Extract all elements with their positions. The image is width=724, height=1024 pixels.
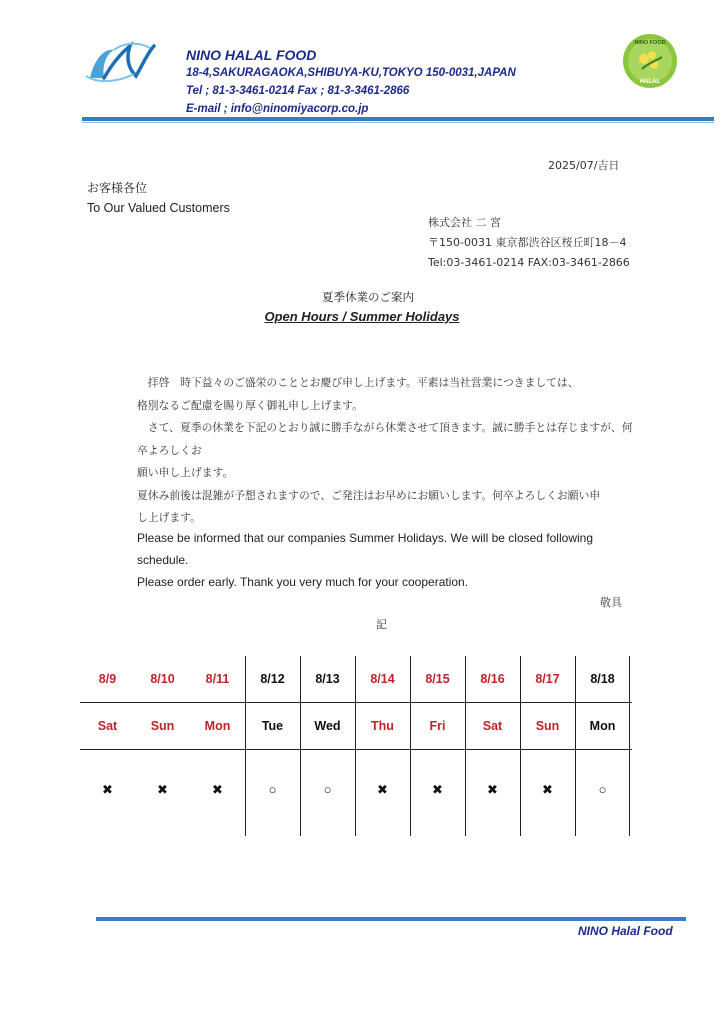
schedule-date: 8/17 bbox=[535, 672, 560, 686]
closed-mark-icon: ✖ bbox=[102, 782, 113, 797]
letterhead bbox=[186, 46, 516, 118]
schedule-weekday: Thu bbox=[371, 719, 394, 733]
open-mark-icon: ○ bbox=[323, 782, 332, 797]
schedule-date: 8/10 bbox=[150, 672, 175, 686]
recipient-en: To Our Valued Customers bbox=[87, 201, 230, 215]
closed-mark-icon: ✖ bbox=[212, 782, 223, 797]
table-column-divider bbox=[520, 656, 521, 836]
closed-mark-icon: ✖ bbox=[157, 782, 168, 797]
header-rule bbox=[82, 117, 714, 121]
schedule-weekday: Mon bbox=[589, 719, 616, 733]
closed-mark-icon: ✖ bbox=[377, 782, 388, 797]
closed-mark-icon: ✖ bbox=[487, 782, 498, 797]
table-column-divider bbox=[410, 656, 411, 836]
body-jp-line: 願い申し上げます。 bbox=[137, 466, 234, 479]
header-rule-thin bbox=[82, 122, 714, 123]
schedule-weekday: Mon bbox=[204, 719, 231, 733]
schedule-day-column bbox=[190, 656, 245, 836]
schedule-day-column bbox=[300, 656, 355, 836]
table-column-divider bbox=[629, 656, 630, 836]
open-mark-icon: ○ bbox=[268, 782, 277, 797]
schedule-date: 8/9 bbox=[98, 672, 117, 686]
body-en bbox=[137, 527, 637, 593]
schedule-weekday: Sat bbox=[97, 719, 118, 733]
body-jp-line: 夏休み前後は混雑が予想されますので、ご発注はお早めにお願いします。何卒よろしくお願い申 bbox=[137, 488, 601, 502]
footer-rule bbox=[96, 917, 686, 921]
table-column-divider bbox=[575, 656, 576, 836]
body-jp-line: 拝啓 時下益々のご盛栄のこととお慶び申し上げます。平素は当社営業につきましては、 bbox=[137, 376, 579, 389]
company-address: 18-4,SAKURAGAOKA,SHIBUYA-KU,TOKYO 150-0031,JAPAN bbox=[186, 67, 516, 79]
table-column-divider bbox=[245, 656, 246, 836]
schedule-weekday: Sun bbox=[150, 719, 175, 733]
letter-date: 2025/07/吉日 bbox=[548, 159, 620, 172]
body-en-line: schedule. bbox=[137, 553, 189, 567]
schedule-date: 8/13 bbox=[315, 672, 340, 686]
badge-top-text: NINO FOOD bbox=[634, 40, 666, 46]
schedule-date: 8/15 bbox=[425, 672, 450, 686]
badge-bottom-text: HALAL bbox=[639, 79, 661, 85]
body-en-line: Please be informed that our companies Summer Holidays. We will be closed following bbox=[137, 531, 593, 545]
company-name: NINO HALAL FOOD bbox=[186, 47, 317, 63]
sender-contact: Tel:03-3461-0214 FAX:03-3461-2866 bbox=[428, 256, 630, 269]
schedule-day-column bbox=[520, 656, 575, 836]
closed-mark-icon: ✖ bbox=[542, 782, 553, 797]
schedule-weekday: Wed bbox=[314, 719, 341, 733]
schedule-weekday: Sun bbox=[535, 719, 560, 733]
body-en-line: Please order early. Thank you very much for your cooperation. bbox=[137, 575, 469, 589]
holiday-schedule-table bbox=[80, 656, 632, 836]
body-jp bbox=[137, 372, 637, 530]
closing-keigu: 敬具 bbox=[600, 596, 622, 609]
schedule-weekday: Sat bbox=[482, 719, 503, 733]
schedule-date: 8/12 bbox=[260, 672, 285, 686]
recipient-jp: お客様各位 bbox=[87, 181, 148, 195]
company-logo-icon bbox=[84, 40, 158, 84]
schedule-date: 8/14 bbox=[370, 672, 395, 686]
schedule-date: 8/11 bbox=[205, 672, 230, 686]
schedule-day-column bbox=[465, 656, 520, 836]
table-column-divider bbox=[465, 656, 466, 836]
title-en: Open Hours / Summer Holidays bbox=[264, 309, 460, 324]
open-mark-icon: ○ bbox=[598, 782, 607, 797]
body-jp-line: さて、夏季の休業を下記のとおり誠に勝手ながら休業させて頂きます。誠に勝手とは存じますが、何卒よろしくお bbox=[137, 421, 633, 457]
body-jp-line: 格別なるご配慮を賜り厚く御礼申し上げます。 bbox=[137, 398, 363, 412]
company-email: E-mail ; info@ninomiyacorp.co.jp bbox=[186, 103, 369, 115]
schedule-day-column bbox=[80, 656, 135, 836]
body-jp-line: し上げます。 bbox=[137, 511, 201, 524]
schedule-day-column bbox=[355, 656, 410, 836]
schedule-weekday: Fri bbox=[429, 719, 446, 733]
schedule-weekday: Tue bbox=[261, 719, 284, 733]
schedule-date: 8/18 bbox=[590, 672, 615, 686]
ki-marker: 記 bbox=[376, 618, 387, 631]
halal-badge-icon bbox=[622, 33, 678, 89]
table-column-divider bbox=[355, 656, 356, 836]
closed-mark-icon: ✖ bbox=[432, 782, 443, 797]
schedule-day-column bbox=[135, 656, 190, 836]
schedule-day-column bbox=[575, 656, 630, 836]
table-column-divider bbox=[300, 656, 301, 836]
company-tel-fax: Tel ; 81-3-3461-0214 Fax ; 81-3-3461-2866 bbox=[186, 85, 410, 97]
title-jp: 夏季休業のご案内 bbox=[322, 290, 414, 304]
sender-block bbox=[428, 213, 630, 273]
sender-company: 株式会社 二 宮 bbox=[428, 216, 501, 229]
schedule-date: 8/16 bbox=[480, 672, 505, 686]
schedule-day-column bbox=[245, 656, 300, 836]
schedule-day-column bbox=[410, 656, 465, 836]
sender-address: 〒150-0031 東京都渋谷区桜丘町18－4 bbox=[428, 236, 627, 249]
footer-company-name: NINO Halal Food bbox=[578, 924, 673, 938]
